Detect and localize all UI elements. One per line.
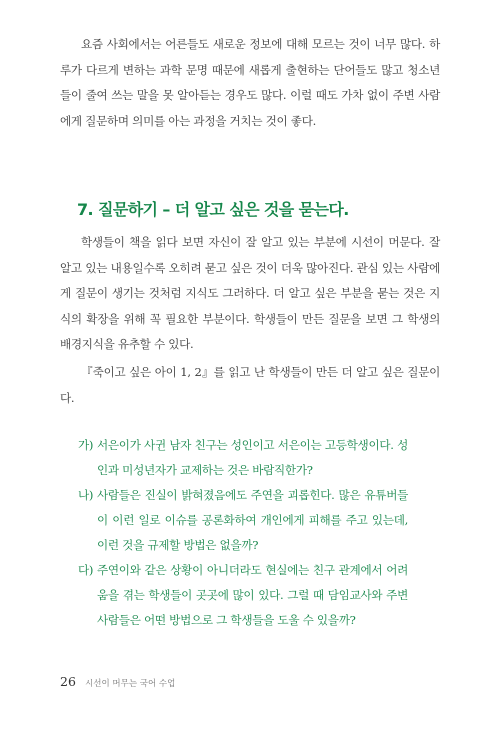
example-intro-paragraph: 『죽이고 싶은 아이 1, 2』를 읽고 난 학생들이 만든 더 알고 싶은 질문이다. [60,365,440,405]
question-text: 서은이가 사귄 남자 친구는 성인이고 서은이는 고등학생이다. 성인과 미성년자가 교제하는 것은 바람직한가? [97,438,408,477]
body-paragraph: 학생들이 책을 읽다 보면 자신이 잘 알고 있는 부분에 시선이 머문다. 잘 알고 있는 내용일수록 오히려 묻고 싶은 것이 더욱 많아진다. 관심 있는 사람에게 질문이 생기는 것처럼 지식도 그러하다. 더 알고 싶은 부분을 묻는 것은 지식의 확장을 위해 꼭 필요한 부분이다. 학생들이 만든 질문을 보면 그 학생의 배경지식을 유추할 수 있다. [60,235,440,351]
question-list [78,433,408,633]
question-item [78,483,408,558]
question-marker: 나) [78,488,94,502]
question-item [78,558,408,633]
section-heading: 7. 질문하기 – 더 알고 싶은 것을 묻는다. [77,200,349,219]
question-marker: 가) [78,438,94,452]
running-title: 시선이 머무는 국어 수업 [85,679,176,689]
question-text: 주연이와 같은 상황이 아니더라도 현실에는 친구 관계에서 어려움을 겪는 학생들이 곳곳에 많이 있다. 그럴 때 담임교사와 주변 사람들은 어떤 방법으로 그 학생들을 도울 수 있을까? [97,563,408,627]
question-marker: 다) [78,563,94,577]
page-footer [60,674,175,689]
intro-paragraph: 요즘 사회에서는 어른들도 새로운 정보에 대해 모르는 것이 너무 많다. 하루가 다르게 변하는 과학 문명 때문에 새롭게 출현하는 단어들도 많고 청소년들이 줄여 쓰는 말을 못 알아듣는 경우도 많다. 이럴 때도 가차 없이 주변 사람에게 질문하며 의미를 아는 과정을 거치는 것이 좋다. [60,37,440,128]
page-number: 26 [60,674,76,689]
question-item [78,433,408,483]
question-text: 사람들은 진실이 밝혀졌음에도 주연을 괴롭힌다. 많은 유튜버들이 이런 일로 이슈를 공론화하여 개인에게 피해를 주고 있는데, 이런 것을 규제할 방법은 없을까? [97,488,408,552]
